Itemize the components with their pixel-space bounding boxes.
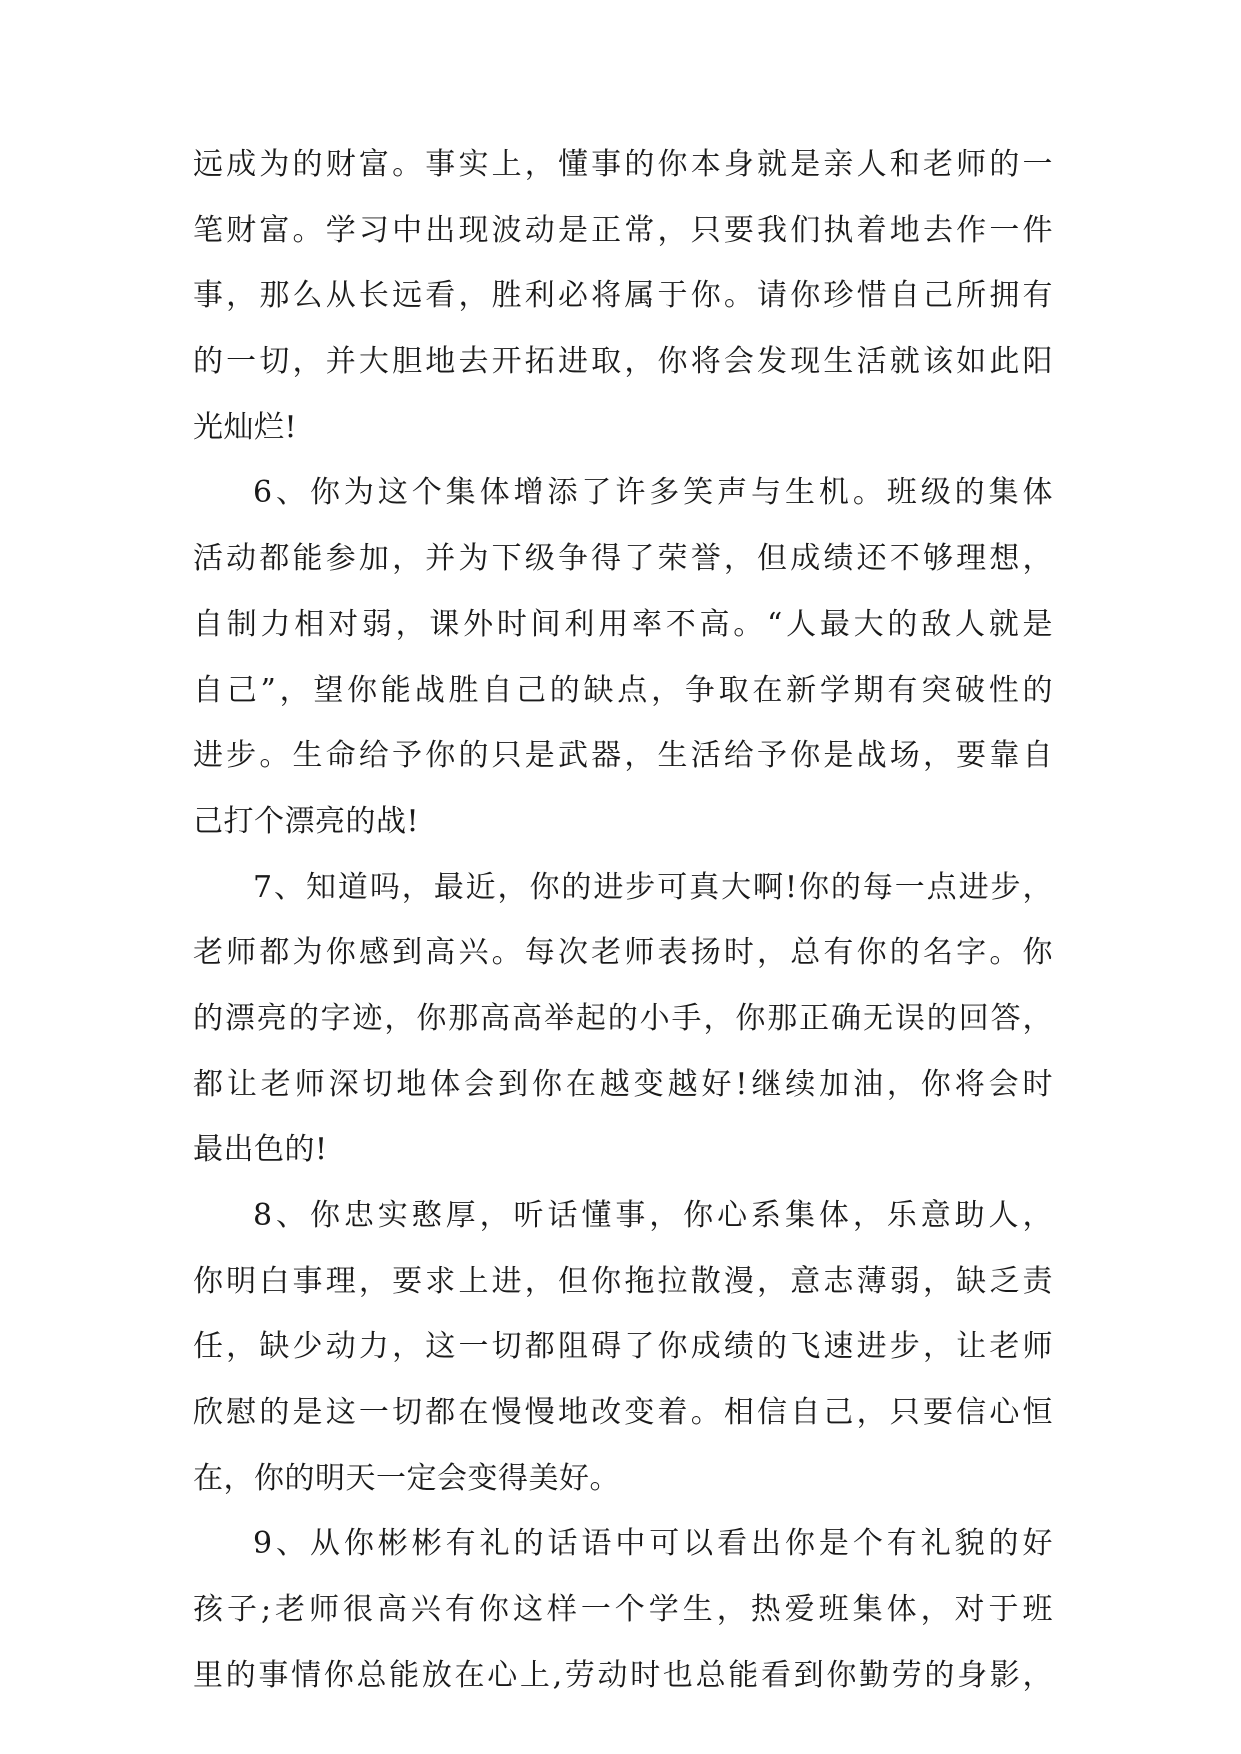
text-line: 光灿烂! bbox=[193, 409, 298, 445]
text-line: 自己”，望你能战胜自己的缺点，争取在新学期有突破性的 bbox=[193, 672, 1053, 708]
text-line: 己打个漂亮的战! bbox=[193, 803, 420, 839]
text-line: 9、从你彬彬有礼的话语中可以看出你是个有礼貌的好 bbox=[253, 1526, 1053, 1562]
text-line: 事，那么从长远看，胜利必将属于你。请你珍惜自己所拥有 bbox=[193, 278, 1053, 314]
text-line: 任，缺少动力，这一切都阻碍了你成绩的飞速进步，让老师 bbox=[193, 1329, 1053, 1365]
text-line: 孩子;老师很高兴有你这样一个学生，热爱班集体，对于班 bbox=[193, 1592, 1053, 1628]
text-line: 最出色的! bbox=[193, 1132, 328, 1168]
text-line: 6、你为这个集体增添了许多笑声与生机。班级的集体 bbox=[253, 475, 1053, 511]
text-line: 老师都为你感到高兴。每次老师表扬时，总有你的名字。你 bbox=[193, 935, 1053, 971]
text-line: 8、你忠实憨厚，听话懂事，你心系集体，乐意助人， bbox=[253, 1198, 1053, 1233]
text-line: 自制力相对弱，课外时间利用率不高。“人最大的敌人就是 bbox=[193, 606, 1053, 642]
text-line: 进步。生命给予你的只是武器，生活给予你是战场，要靠自 bbox=[193, 738, 1053, 774]
text-line: 里的事情你总能放在心上,劳动时也总能看到你勤劳的身影， bbox=[193, 1657, 1053, 1693]
text-line: 的漂亮的字迹，你那高高举起的小手，你那正确无误的回答， bbox=[193, 1000, 1053, 1036]
body-text bbox=[193, 132, 1053, 1709]
text-line: 7、知道吗，最近，你的进步可真大啊!你的每一点进步， bbox=[253, 869, 1053, 905]
text-line: 活动都能参加，并为下级争得了荣誉，但成绩还不够理想， bbox=[193, 541, 1053, 577]
text-line: 欣慰的是这一切都在慢慢地改变着。相信自己，只要信心恒 bbox=[193, 1395, 1053, 1431]
text-line: 在，你的明天一定会变得美好。 bbox=[193, 1460, 620, 1496]
text-line: 你明白事理，要求上进，但你拖拉散漫，意志薄弱，缺乏责 bbox=[193, 1263, 1053, 1299]
text-line: 远成为的财富。事实上，懂事的你本身就是亲人和老师的一 bbox=[193, 147, 1053, 182]
text-line: 笔财富。学习中出现波动是正常，只要我们执着地去作一件 bbox=[193, 212, 1053, 248]
text-line: 的一切，并大胆地去开拓进取，你将会发现生活就该如此阳 bbox=[193, 344, 1053, 380]
text-line: 都让老师深切地体会到你在越变越好!继续加油，你将会时 bbox=[193, 1066, 1053, 1102]
